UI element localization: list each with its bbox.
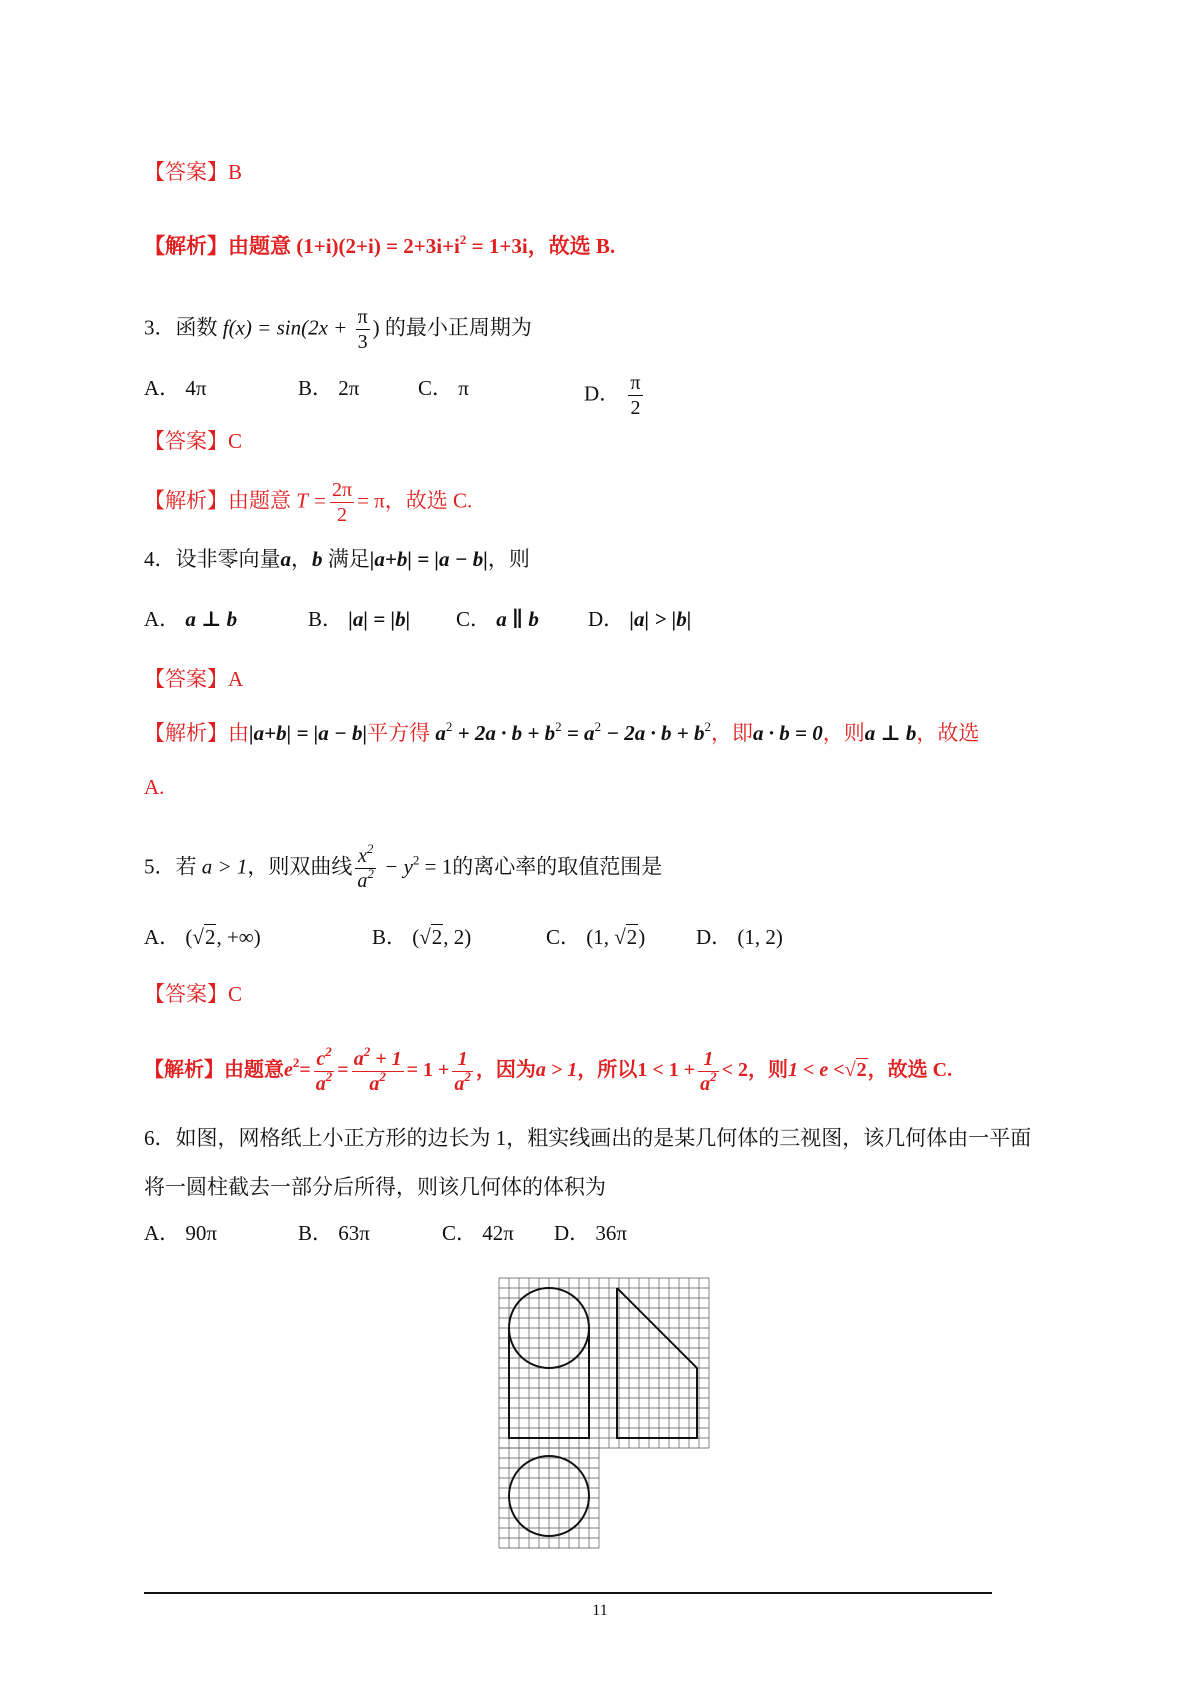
page-number: 11 bbox=[592, 1602, 608, 1619]
q3-option-a: A． 4π bbox=[144, 376, 207, 400]
q3-option-d: D． $\frac{\pi}{2}$ bbox=[584, 372, 641, 419]
q2-analysis bbox=[144, 231, 615, 261]
q3-option-c: C． π bbox=[418, 376, 469, 400]
q6-stem-line2: 将一圆柱截去一部分后所得，则该几何体的体积为 bbox=[144, 1175, 606, 1199]
q6-option-c: C． 42π bbox=[442, 1221, 514, 1245]
q4-option-d: D． |a| > |b| bbox=[588, 607, 692, 631]
three-view-figure bbox=[494, 1272, 716, 1552]
analysis-label: 【解析】 bbox=[144, 234, 228, 258]
answer-value: C bbox=[228, 429, 243, 453]
footer-rule bbox=[144, 1592, 992, 1594]
q4-analysis-line2: A. bbox=[144, 775, 165, 799]
q6-option-d: D． 36π bbox=[554, 1221, 628, 1245]
q2-answer bbox=[144, 157, 242, 187]
q4-answer: 【答案】A bbox=[144, 667, 244, 691]
q5-option-a: A． (√2, +∞) bbox=[144, 925, 261, 949]
q3-stem: 3．函数 f(x) = sin(2x + $\frac{\pi}{3}$ ) 的最小正周期为 bbox=[144, 306, 532, 353]
analysis-text: 由题意 bbox=[228, 234, 291, 258]
answer-value: C bbox=[228, 982, 243, 1006]
q4-stem: 4．设非零向量a，b 满足|a+b| = |a − b|，则 bbox=[144, 547, 530, 571]
q6-option-b: B． 63π bbox=[298, 1221, 370, 1245]
q4-option-a: A． a ⊥ b bbox=[144, 607, 238, 631]
fraction: $\frac{\pi}{3}$ bbox=[357, 306, 368, 353]
q3-answer: 【答案】C bbox=[144, 429, 243, 453]
q3-option-b: B． 2π bbox=[298, 376, 360, 400]
answer-label: 【答案】 bbox=[144, 160, 228, 184]
q5-answer: 【答案】C bbox=[144, 982, 243, 1006]
q5-option-b: B． (√2, 2) bbox=[372, 925, 472, 949]
grid-bottom bbox=[499, 1448, 599, 1548]
q5-option-d: D． (1, 2) bbox=[696, 925, 783, 949]
q5-stem: 5．若 a > 1，则双曲线 $\frac{x^2}{a^2}$ − $y^2 = 1$的离心率的取值范围是 bbox=[144, 841, 663, 892]
question-number: 3． bbox=[144, 315, 176, 340]
q4-option-b: B． |a| = |b| bbox=[308, 607, 411, 631]
function-expr: f(x) = sin(2x + bbox=[222, 315, 353, 340]
answer-value: A bbox=[228, 667, 244, 691]
analysis-expr: $(1+i)(2+i) = 2+3i+i^2 = 1+3i$ bbox=[296, 232, 528, 258]
q5-analysis: 【解析】由题意$e^2=$ $\frac{c^2}{a^2}$ = $\frac{a^2 + 1}{a^2}$ = 1 + $\frac{1}{a^2}$ ，因为a > 1，所以1 < 1 + $\frac{1}{a^2}$ < 2，则1 < e <√2，故选 C. bbox=[144, 1044, 953, 1095]
q6-stem-line1: 6．如图，网格纸上小正方形的边长为 1，粗实线画出的是某几何体的三视图，该几何体由一平面 bbox=[144, 1126, 1032, 1150]
q6-option-a: A． 90π bbox=[144, 1221, 218, 1245]
answer-value: B bbox=[228, 160, 243, 184]
analysis-end: ，故选 B. bbox=[527, 234, 616, 258]
q5-option-c: C． (1, √2) bbox=[546, 925, 646, 949]
q4-analysis: 【解析】由|a+b| = |a − b|平方得 $a^2 + 2a \cdot b + b^2 = a^2 - 2a \cdot b + b^2$，即a · b = 0，则a ⊥ b，故选 bbox=[144, 719, 980, 745]
q4-option-c: C． a ∥ b bbox=[456, 607, 539, 631]
q3-analysis: 【解析】由题意 T = $\frac{2\pi}{2}$ = π，故选 C. bbox=[144, 479, 473, 526]
